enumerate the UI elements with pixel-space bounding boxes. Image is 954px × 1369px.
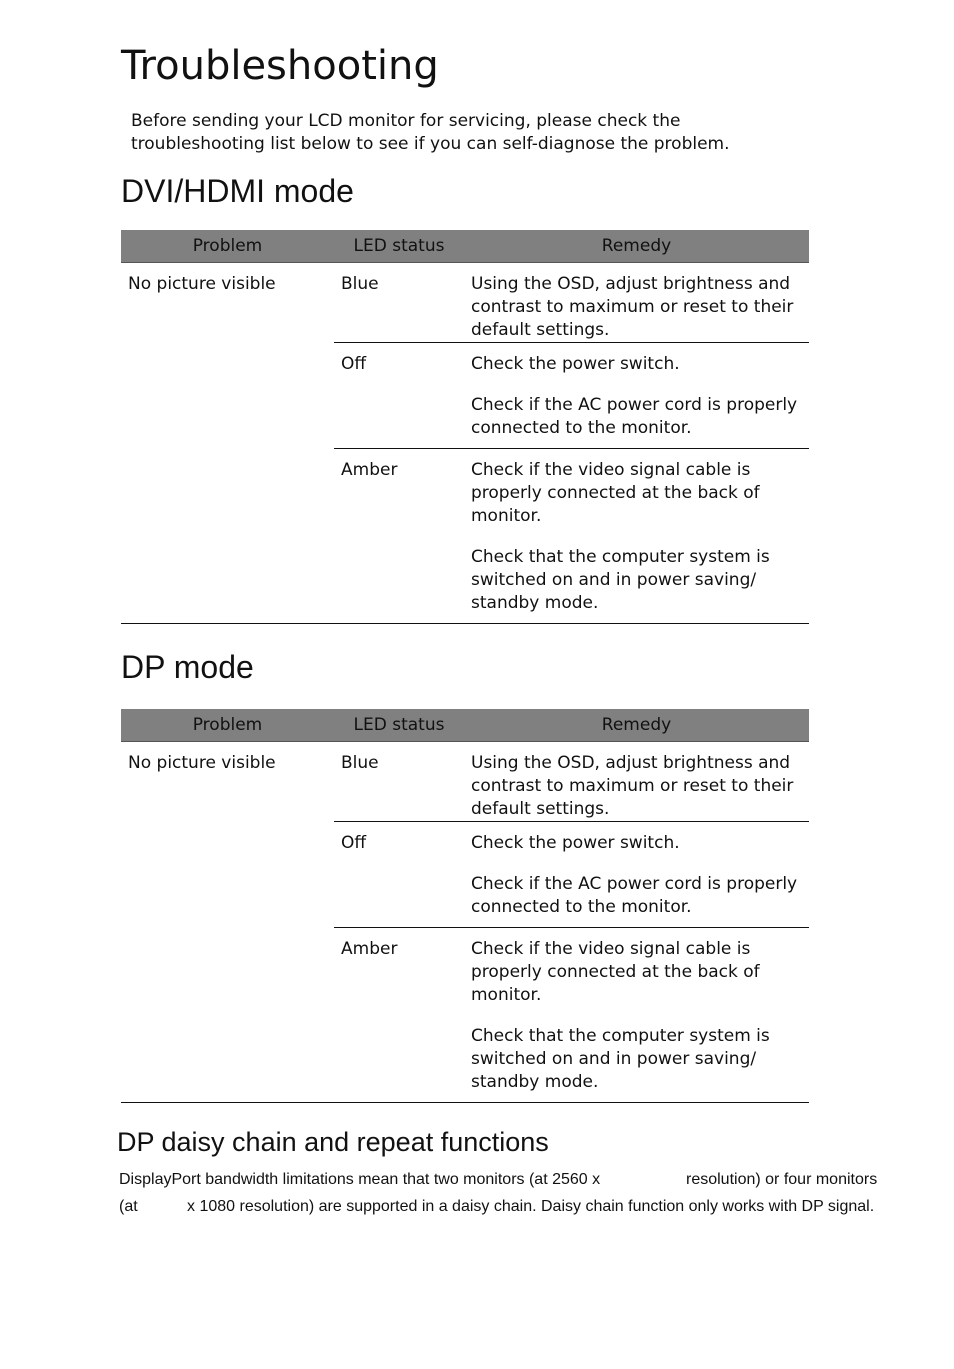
dvi-hdmi-heading: DVI/HDMI mode <box>121 173 354 209</box>
daisy-chain-text-c: (at <box>119 1198 138 1215</box>
remedy-text: Check that the computer system is switched on and in power saving/ standby mode. <box>471 547 770 613</box>
led-status-cell: Off <box>334 343 464 449</box>
table-row <box>121 263 809 343</box>
page-title: Troubleshooting <box>121 43 439 89</box>
remedy-text: Check if the video signal cable is properly connected at the back of monitor. <box>471 460 760 526</box>
intro-line: Before sending your LCD monitor for servicing, please check the <box>131 111 681 131</box>
remedy-text: Check that the computer system is switched on and in power saving/ standby mode. <box>471 1026 770 1092</box>
remedy-text: Check if the video signal cable is properly connected at the back of monitor. <box>471 939 760 1005</box>
column-header-led-status: LED status <box>334 230 464 263</box>
remedy-cell <box>464 343 809 449</box>
dvi-hdmi-table <box>121 230 809 624</box>
remedy-text: Using the OSD, adjust brightness and contrast to maximum or reset to their default settings. <box>471 753 794 819</box>
table-row <box>121 742 809 822</box>
led-status-cell: Amber <box>334 449 464 624</box>
remedy-cell <box>464 928 809 1103</box>
column-header-remedy: Remedy <box>464 709 809 742</box>
column-header-problem: Problem <box>121 230 334 263</box>
problem-cell: No picture visible <box>121 742 334 1103</box>
dp-mode-heading: DP mode <box>121 649 254 685</box>
problem-cell: No picture visible <box>121 263 334 624</box>
intro-line: troubleshooting list below to see if you can self-diagnose the problem. <box>131 134 730 154</box>
led-status-cell: Off <box>334 822 464 928</box>
table-header-row <box>121 230 809 263</box>
led-status-cell: Blue <box>341 753 379 773</box>
intro-paragraph <box>131 110 831 156</box>
column-header-led-status: LED status <box>334 709 464 742</box>
remedy-text: Check if the AC power cord is properly connected to the monitor. <box>471 874 798 917</box>
table-header-row <box>121 709 809 742</box>
column-header-remedy: Remedy <box>464 230 809 263</box>
remedy-cell <box>464 263 809 343</box>
remedy-text: Check if the AC power cord is properly connected to the monitor. <box>471 395 798 438</box>
remedy-text: Check the power switch. <box>471 833 680 853</box>
dp-mode-table <box>121 709 809 1103</box>
remedy-cell <box>464 742 809 822</box>
led-status-cell: Amber <box>334 928 464 1103</box>
daisy-chain-text-b: resolution) or four monitors <box>686 1171 878 1188</box>
remedy-cell <box>464 449 809 624</box>
column-header-problem: Problem <box>121 709 334 742</box>
remedy-text: Using the OSD, adjust brightness and contrast to maximum or reset to their default settings. <box>471 274 794 340</box>
remedy-text: Check the power switch. <box>471 354 680 374</box>
daisy-chain-heading: DP daisy chain and repeat functions <box>117 1127 549 1157</box>
daisy-chain-text-a: DisplayPort bandwidth limitations mean that two monitors (at 2560 x <box>119 1171 601 1188</box>
daisy-chain-text-d: x 1080 resolution) are supported in a daisy chain. Daisy chain function only works with DP signal. <box>187 1198 875 1215</box>
remedy-cell <box>464 822 809 928</box>
led-status-cell: Blue <box>341 274 379 294</box>
